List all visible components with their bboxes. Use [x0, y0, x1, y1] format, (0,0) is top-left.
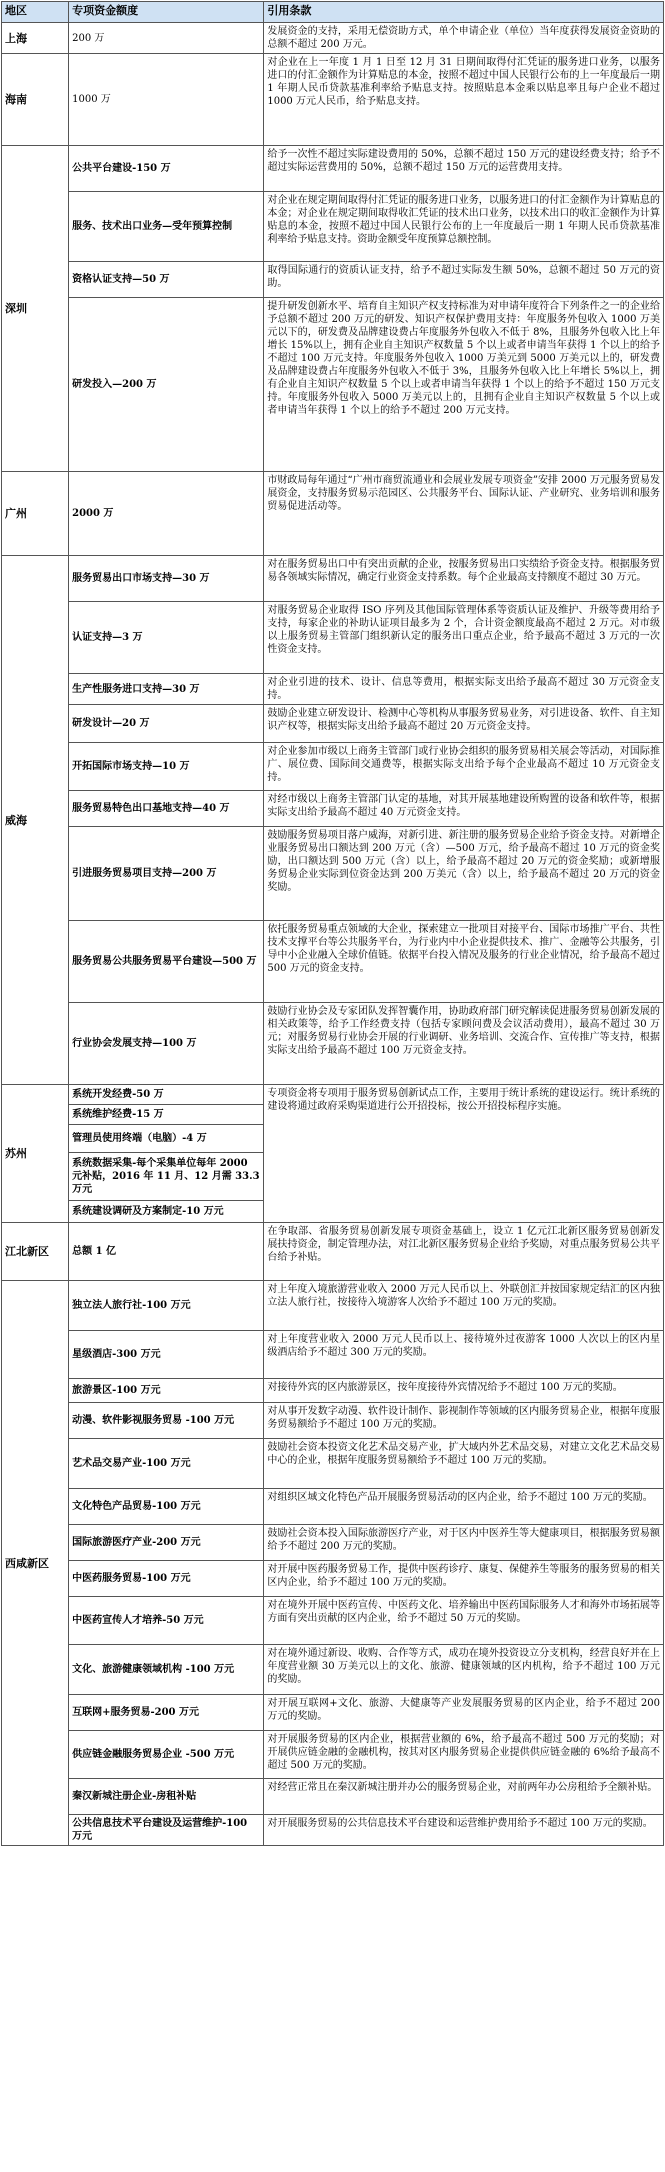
amount-cell: 独立法人旅行社-100 万元: [69, 1281, 264, 1331]
amount-cell: 200 万: [69, 23, 264, 54]
region-cell: 威海: [2, 556, 69, 1085]
amount-cell: 秦汉新城注册企业-房租补贴: [69, 1779, 264, 1815]
table-row: [2, 298, 664, 472]
table-row: [2, 1489, 664, 1525]
table-row: [2, 674, 664, 705]
table-row: [2, 262, 664, 298]
clause-cell: 对开展互联网+文化、旅游、大健康等产业发展服务贸易的区内企业，给予不超过 200 万元的奖励。: [264, 1695, 664, 1731]
amount-cell: 国际旅游医疗产业-200 万元: [69, 1525, 264, 1561]
clause-cell: 鼓励社会资本投资文化艺术品交易产业，扩大域内外艺术品交易，对建立文化艺术品交易中心的企业，根据年度服务贸易额给予不超过 100 万元的奖励。: [264, 1439, 664, 1489]
clause-cell: 对组织区域文化特色产品开展服务贸易活动的区内企业，给予不超过 100 万元的奖励。: [264, 1489, 664, 1525]
clause-cell: 对开展服务贸易的区内企业，根据营业额的 6%，给予最高不超过 500 万元的奖励；对开展供应链金融的金融机构，按其对区内服务贸易企业提供供应链金融的 6%给予最高不超过 500 万元的奖励。: [264, 1731, 664, 1779]
header-amount: 专项资金额度: [69, 2, 264, 23]
amount-cell: 文化、旅游健康领域机构 -100 万元: [69, 1645, 264, 1695]
amount-cell: 行业协会发展支持—100 万: [69, 1003, 264, 1085]
header-clause: 引用条款: [264, 2, 664, 23]
table-row: [2, 556, 664, 602]
amount-cell: 服务贸易公共服务贸易平台建设—500 万: [69, 921, 264, 1003]
clause-cell: 专项资金将专项用于服务贸易创新试点工作，主要用于统计系统的建设运行。统计系统的建设将通过政府采购渠道进行公开招投标，按公开招投标程序实施。: [264, 1085, 664, 1223]
table-header-row: [2, 2, 664, 23]
clause-cell: 提升研发创新水平、培育自主知识产权支持标准为对申请年度符合下列条件之一的企业给予总额不超过 200 万元的研发、知识产权保护费用支持：年度服务外包收入 1000 万美元以下的，研发费及品牌建设费占年度服务外包收入不低于 8%，且服务外包收入比上年增长 15%以上，拥有企业自主知识产权数量 5 个以上或者申请当年获得 1 个以上的给予不超过 100 万元支持。年度服务外包收入 1000 万美元到 5000 万美元以上的，研发费及品牌建设费占年度服务外包收入不低于 3%，且服务外包收入比上年增长 5%以上，拥有企业自主知识产权数量 5 个以上或者申请当年获得 1 个以上的给予不超过 150 万元支持。年度服务外包收入 5000 万美元以上的，且拥有企业自主知识产权数量 5 个以上或者申请当年获得 1 个以上的给予不超过 200 万元支持。: [264, 298, 664, 472]
clause-cell: 对在境外通过新设、收购、合作等方式，成功在境外投资设立分支机构，经营良好并在上年度营业额 30 万美元以上的文化、旅游、健康领域的区内机构，给予不超过 100 万元的奖励。: [264, 1645, 664, 1695]
table-row: [2, 1439, 664, 1489]
table-row: [2, 1561, 664, 1597]
table-row: [2, 54, 664, 146]
clause-cell: 取得国际通行的资质认证支持，给予不超过实际发生额 50%，总额不超过 50 万元的资助。: [264, 262, 664, 298]
table-row: [2, 192, 664, 262]
table-row: [2, 1003, 664, 1085]
amount-cell: 2000 万: [69, 472, 264, 556]
amount-cell: 旅游景区-100 万元: [69, 1379, 264, 1403]
clause-cell: 对企业引进的技术、设计、信息等费用，根据实际支出给予最高不超过 30 万元资金支持。: [264, 674, 664, 705]
table-row: [2, 1403, 664, 1439]
amount-cell: 生产性服务进口支持—30 万: [69, 674, 264, 705]
region-cell: 江北新区: [2, 1223, 69, 1281]
amount-cell: 文化特色产品贸易-100 万元: [69, 1489, 264, 1525]
clause-cell: 对从事开发数字动漫、软件设计制作、影视制作等领域的区内服务贸易企业，根据年度服务贸易额给予不超过 100 万元的奖励。: [264, 1403, 664, 1439]
amount-cell: 中医药服务贸易-100 万元: [69, 1561, 264, 1597]
region-cell: 深圳: [2, 146, 69, 472]
clause-cell: 鼓励行业协会及专家团队发挥智囊作用，协助政府部门研究解读促进服务贸易创新发展的相关政策等，给予工作经费支持（包括专家顾问费及会议活动费用），最高不超过 30 万元；对服务贸易行业协会开展的行业调研、业务培训、交流合作、宣传推广等支持，根据实际支出给予最高不超过 100 万元资金支持。: [264, 1003, 664, 1085]
amount-cell: 引进服务贸易项目支持—200 万: [69, 827, 264, 921]
clause-cell: 鼓励社会资本投入国际旅游医疗产业，对于区内中医养生等大健康项目，根据服务贸易额给予不超过 200 万元的奖励。: [264, 1525, 664, 1561]
table-row: [2, 1731, 664, 1779]
policy-table: [1, 1, 664, 1846]
clause-cell: 鼓励企业建立研发设计、检测中心等机构从事服务贸易业务，对引进设备、软件、自主知识产权等，根据实际支出给予最高不超过 20 万元资金支持。: [264, 705, 664, 743]
amount-cell: 开拓国际市场支持—10 万: [69, 743, 264, 791]
clause-cell: 对上年度营业收入 2000 万元人民币以上、接待境外过夜游客 1000 人次以上的区内星级酒店给予不超过 300 万元的奖励。: [264, 1331, 664, 1379]
region-cell: 上海: [2, 23, 69, 54]
table-row: [2, 1695, 664, 1731]
clause-cell: 鼓励服务贸易项目落户威海，对新引进、新注册的服务贸易企业给予资金支持。对新增企业服务贸易出口额达到 200 万元（含）—500 万元，给予最高不超过 10 万元的资金奖励，出口额达到 500 万元（含）以上，给予最高不超过 20 万元的资金奖励；或新增服务贸易企业实际到位资金达到 200 万美元（含）以上，给予最高不超过 20 万元的资金奖励。: [264, 827, 664, 921]
clause-cell: 给予一次性不超过实际建设费用的 50%，总额不超过 150 万元的建设经费支持；给予不超过实际运营费用的 50%，总额不超过 150 万元的运营费用支持。: [264, 146, 664, 192]
amount-cell: 研发投入—200 万: [69, 298, 264, 472]
table-row: [2, 23, 664, 54]
table-row: [2, 921, 664, 1003]
amount-cell: 研发设计—20 万: [69, 705, 264, 743]
table-row: [2, 791, 664, 827]
clause-cell: 市财政局每年通过“广州市商贸流通业和会展业发展专项资金”安排 2000 万元服务贸易发展资金，支持服务贸易示范园区、公共服务平台、国际认证、产业研究、业务培训和服务贸易促进活动等。: [264, 472, 664, 556]
table-row: [2, 1815, 664, 1846]
clause-cell: 对经营正常且在秦汉新城注册并办公的服务贸易企业，对前两年办公房租给予全额补贴。: [264, 1779, 664, 1815]
clause-cell: 对接待外宾的区内旅游景区，按年度接待外宾情况给予不超过 100 万元的奖励。: [264, 1379, 664, 1403]
amount-cell: 星级酒店-300 万元: [69, 1331, 264, 1379]
amount-cell: 系统维护经费-15 万: [69, 1105, 264, 1125]
table-row: [2, 146, 664, 192]
amount-cell: 中医药宣传人才培养-50 万元: [69, 1597, 264, 1645]
region-cell: 苏州: [2, 1085, 69, 1223]
region-cell: 西咸新区: [2, 1281, 69, 1846]
clause-cell: 对开展服务贸易的公共信息技术平台建设和运营维护费用给予不超过 100 万元的奖励。: [264, 1815, 664, 1846]
table-row: [2, 472, 664, 556]
amount-cell: 互联网+服务贸易-200 万元: [69, 1695, 264, 1731]
clause-cell: 对企业在规定期间取得付汇凭证的服务进口业务，以服务进口的付汇金额作为计算贴息的本金；对企业在规定期间取得收汇凭证的技术出口业务，以技术出口的收汇金额作为计算贴息的本金，按照不超过中国人民银行公布的上一年度最后一期 1 年期人民币贷款基准利率给予贴息支持。资助金额受年度预算总额控制。: [264, 192, 664, 262]
clause-cell: 在争取部、省服务贸易创新发展专项资金基础上，设立 1 亿元江北新区服务贸易创新发展扶持资金，制定管理办法，对江北新区服务贸易企业给予奖励，对重点服务贸易公共平台给予补贴。: [264, 1223, 664, 1281]
region-cell: 广州: [2, 472, 69, 556]
amount-cell: 管理员使用终端（电脑）-4 万: [69, 1125, 264, 1153]
table-row: [2, 1331, 664, 1379]
amount-cell: 公共平台建设-150 万: [69, 146, 264, 192]
amount-cell: 系统建设调研及方案制定-10 万元: [69, 1201, 264, 1223]
amount-cell: 动漫、软件影视服务贸易 -100 万元: [69, 1403, 264, 1439]
amount-cell: 供应链金融服务贸易企业 -500 万元: [69, 1731, 264, 1779]
header-region: 地区: [2, 2, 69, 23]
table-body: [2, 23, 664, 1846]
amount-cell: 1000 万: [69, 54, 264, 146]
clause-cell: 对在服务贸易出口中有突出贡献的企业，按服务贸易出口实绩给予资金支持。根据服务贸易各领域实际情况，确定行业资金支持系数。每个企业最高支持额度不超过 30 万元。: [264, 556, 664, 602]
clause-cell: 对企业参加市级以上商务主管部门或行业协会组织的服务贸易相关展会等活动，对国际推广、展位费、国际间交通费等，根据实际支出给予每个企业最高不超过 10 万元资金支持。: [264, 743, 664, 791]
amount-cell: 资格认证支持—50 万: [69, 262, 264, 298]
amount-cell: 艺术品交易产业-100 万元: [69, 1439, 264, 1489]
clause-cell: 对经市级以上商务主管部门认定的基地，对其开展基地建设所购置的设备和软件等，根据实际支出给予最高不超过 40 万元资金支持。: [264, 791, 664, 827]
table-row: [2, 827, 664, 921]
table-row: [2, 602, 664, 674]
clause-cell: 对上年度入境旅游营业收入 2000 万元人民币以上、外联创汇并按国家规定结汇的区内独立法人旅行社，按接待入境游客人次给予不超过 100 万元的奖励。: [264, 1281, 664, 1331]
amount-cell: 系统数据采集-每个采集单位每年 2000 元补贴，2016 年 11 月、12 月需 33.3 万元: [69, 1153, 264, 1201]
clause-cell: 对开展中医药服务贸易工作，提供中医药诊疗、康复、保健养生等服务的服务贸易的相关区内企业，给予不超过 100 万元的奖励。: [264, 1561, 664, 1597]
table-row: [2, 705, 664, 743]
table-row: [2, 1085, 664, 1105]
clause-cell: 依托服务贸易重点领域的大企业，探索建立一批项目对接平台、国际市场推广平台、共性技术支撑平台等公共服务平台，为行业内中小企业提供技术、推广、金融等公共服务，引导中小企业融入全球价值链。依据平台投入情况及服务的行业企业情况，给予最高不超过 500 万元的资金支持。: [264, 921, 664, 1003]
table-row: [2, 1645, 664, 1695]
clause-cell: 对在境外开展中医药宣传、中医药文化、培养输出中医药国际服务人才和海外市场拓展等方面有突出贡献的区内企业，给予不超过 50 万元的奖励。: [264, 1597, 664, 1645]
amount-cell: 服务贸易特色出口基地支持—40 万: [69, 791, 264, 827]
table-row: [2, 1779, 664, 1815]
amount-cell: 认证支持—3 万: [69, 602, 264, 674]
amount-cell: 公共信息技术平台建设及运营维护-100 万元: [69, 1815, 264, 1846]
amount-cell: 系统开发经费-50 万: [69, 1085, 264, 1105]
amount-cell: 总额 1 亿: [69, 1223, 264, 1281]
clause-cell: 对服务贸易企业取得 ISO 序列及其他国际管理体系等资质认证及维护、升级等费用给予支持，每家企业的补助认证项目最多为 2 个，合计资金额度最高不超过 2 万元。对市级以上服务贸易主管部门组织新认定的服务出口重点企业，给予最高不超过 3 万元的一次性资金支持。: [264, 602, 664, 674]
table-row: [2, 1379, 664, 1403]
region-cell: 海南: [2, 54, 69, 146]
table-row: [2, 1281, 664, 1331]
table-row: [2, 743, 664, 791]
clause-cell: 对企业在上一年度 1 月 1 日至 12 月 31 日期间取得付汇凭证的服务进口业务，以服务进口的付汇金额作为计算贴息的本金，按照不超过中国人民银行公布的上一年度最后一期 1 年期人民币贷款基准利率给予贴息支持。按照贴息本金乘以贴息率且每户企业不超过 1000 万元人民币，给予贴息支持。: [264, 54, 664, 146]
amount-cell: 服务贸易出口市场支持—30 万: [69, 556, 264, 602]
table-row: [2, 1597, 664, 1645]
table-row: [2, 1223, 664, 1281]
clause-cell: 发展资金的支持，采用无偿资助方式，单个申请企业（单位）当年度获得发展资金资助的总额不超过 200 万元。: [264, 23, 664, 54]
table-row: [2, 1525, 664, 1561]
amount-cell: 服务、技术出口业务—受年预算控制: [69, 192, 264, 262]
